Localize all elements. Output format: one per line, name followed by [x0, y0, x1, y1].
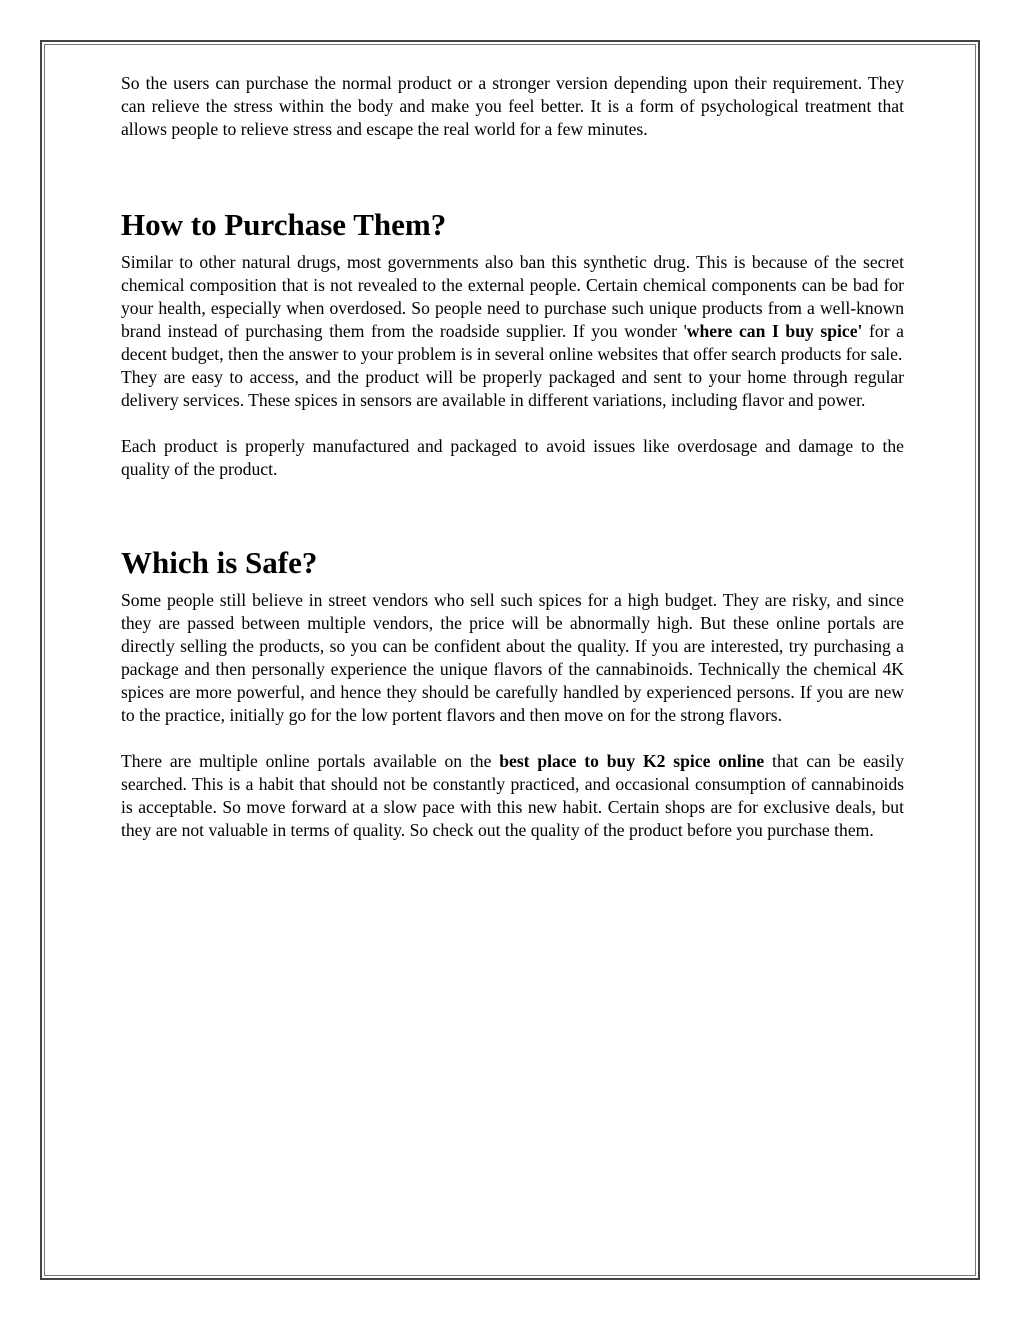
purchase-paragraph-3: Each product is properly manufactured and packaged to avoid issues like overdosage and damage to the quality of the product. — [121, 436, 904, 479]
keyword-where-can-i-buy-spice: where can I buy spice' — [686, 321, 863, 341]
safe-paragraph-1: Some people still believe in street vendors who sell such spices for a high budget. They are risky, and since they are passed between multiple vendors, the price will be abnormally high. But these online portals are directly selling the products, so you can be confident about the quality. If you are interested, try purchasing a package and then personally experience the unique flavors of the cannabinoids. Technically the chemical 4K spices are more powerful, and hence they should be carefully handled by experienced persons. If you are new to the practice, initially go for the low portent flavors and then move on for the strong flavors. — [121, 590, 904, 725]
heading-how-to-purchase: How to Purchase Them? — [121, 207, 447, 242]
purchase-paragraph-1-text-start: Similar to other natural drugs, most governments also ban this synthetic drug. This is because of the secret chemical composition that is not revealed to the external people. Certain chemical components can be bad for your health, especially when overdosed. So people need to purchase such unique products from a well-known brand instead of purchasing them from the roadside supplier. If you wonder ' — [121, 252, 904, 341]
intro-paragraph: So the users can purchase the normal product or a stronger version depending upon their requirement. They can relieve the stress within the body and make you feel better. It is a form of psychological treatment that allows people to relieve stress and escape the real world for a few minutes. — [121, 73, 904, 139]
document-body — [121, 72, 904, 842]
purchase-paragraph-2: They are easy to access, and the product will be properly packaged and sent to your home through regular delivery services. These spices in sensors are available in different variations, including flavor and power. — [121, 367, 904, 410]
keyword-best-place-to-buy-k2-spice-online: best place to buy K2 spice online — [499, 751, 765, 771]
safe-paragraph-2-text-start: There are multiple online portals available on the — [121, 751, 500, 771]
purchase-paragraph-1 — [121, 251, 904, 366]
purchase-paragraph-1-text-end: for a decent budget, then the answer to your problem is in several online websites that offer search products for sale. — [121, 321, 904, 364]
safe-paragraph-2 — [121, 750, 904, 842]
safe-paragraph-2-text-end: that can be easily searched. This is a habit that should not be constantly practiced, and occasional consumption of cannabinoids is acceptable. So move forward at a slow pace with this new habit. Certain shops are for exclusive deals, but they are not valuable in terms of quality. So check out the quality of the product before you purchase them. — [121, 751, 904, 840]
heading-which-is-safe: Which is Safe? — [121, 545, 318, 580]
